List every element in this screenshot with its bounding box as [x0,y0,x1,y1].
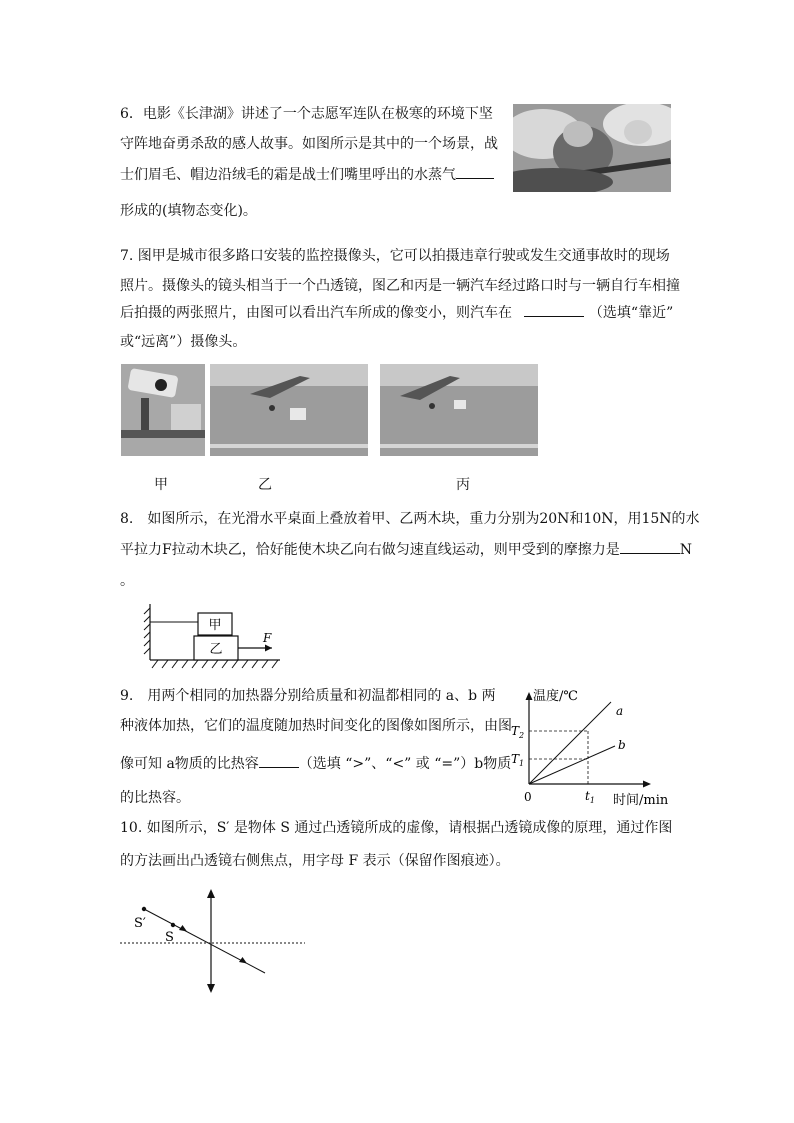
y-axis-label: 温度/℃ [533,689,578,704]
q9-line2: 种液体加热，它们的温度随加热时间变化的图像如图所示，由图 [120,718,512,734]
q6-answer-blank[interactable] [456,164,494,179]
point-s-prime [142,907,146,911]
q6-line3-text: 士们眉毛、帽边沿绒毛的霜是战士们嘴里呼出的水蒸气 [120,167,456,183]
caption-bing: 丙 [456,477,470,493]
block-yi-label: 乙 [209,642,223,657]
point-s [171,923,175,927]
caption-yi: 乙 [258,477,272,493]
road-photo-yi [210,364,368,456]
q8-line3: 。 [120,573,134,589]
q7-line2: 照片。摄像头的镜头相当于一个凸透镜，图乙和丙是一辆汽车经过路口时与一辆自行车相撞 [120,278,680,294]
lens-diagram [115,885,315,995]
camera-photo [121,364,205,456]
block-jia-label: 甲 [208,618,222,633]
q7-answer-blank[interactable] [524,302,584,317]
line-b-label: b [618,738,626,752]
q9-answer-blank[interactable] [259,753,299,768]
s-label: S [165,930,174,945]
q10-line1: 10. 如图所示，S′ 是物体 S 通过凸透镜所成的虚像，请根据凸透镜成像的原理，通过作图 [120,820,673,836]
line-b [529,746,615,784]
temperature-graph [505,684,685,812]
q6-line4: 形成的(填物态变化)。 [120,203,257,219]
T2-label: $T_2$ [511,724,525,740]
q9-line4: 的比热容。 [120,790,190,806]
q8-answer-blank[interactable] [620,539,680,554]
q8-unit: N [679,542,692,558]
movie-scene-photo [513,104,671,192]
q6-line1: 6．电影《长津湖》讲述了一个志愿军连队在极寒的环境下坚 [120,106,493,122]
origin-label: 0 [524,790,532,804]
q7-line1: 7. 图甲是城市很多路口安装的监控摄像头，它可以拍摄违章行驶或发生交通事故时的现场 [120,248,670,264]
q7-line3-text: 后拍摄的两张照片，由图可以看出汽车所成的像变小，则汽车在 [120,305,512,321]
force-label: F [263,631,272,645]
q7-line4: 或“远离”）摄像头。 [120,334,247,350]
line-a-label: a [616,704,624,718]
blocks-diagram [140,600,290,674]
q9-line3-hint: （选填 “>”、“<” 或 “=”）b物质 [298,756,512,772]
q7-line3-hint: （选填“靠近” [588,305,674,321]
q9-line3 [120,753,511,774]
q8-line2-text: 平拉力F拉动木块乙，恰好能使木块乙向右做匀速直线运动，则甲受到的摩擦力是 [120,542,620,558]
q6-line2: 守阵地奋勇杀敌的感人故事。如图所示是其中的一个场景，战 [120,136,498,152]
q9-line1: 9. 用两个相同的加热器分别给质量和初温都相同的 a、b 两 [120,688,496,704]
q8-line2 [120,539,692,560]
q10-line2: 的方法画出凸透镜右侧焦点，用字母 F 表示（保留作图痕迹）。 [120,853,510,869]
q6-line3 [120,164,494,185]
q9-line3-text: 像可知 a物质的比热容 [120,756,259,772]
line-a [529,702,611,784]
caption-jia: 甲 [154,477,168,493]
x-axis-label: 时间/min [613,793,669,808]
s-prime-label: S′ [134,916,146,931]
road-photo-bing [380,364,538,456]
q8-line1: 8. 如图所示，在光滑水平桌面上叠放着甲、乙两木块，重力分别为20N和10N，用15N的水 [120,511,700,527]
q7-line3 [120,302,673,323]
T1-label: $T_1$ [511,752,525,768]
t1-label: $t_1$ [585,789,595,805]
